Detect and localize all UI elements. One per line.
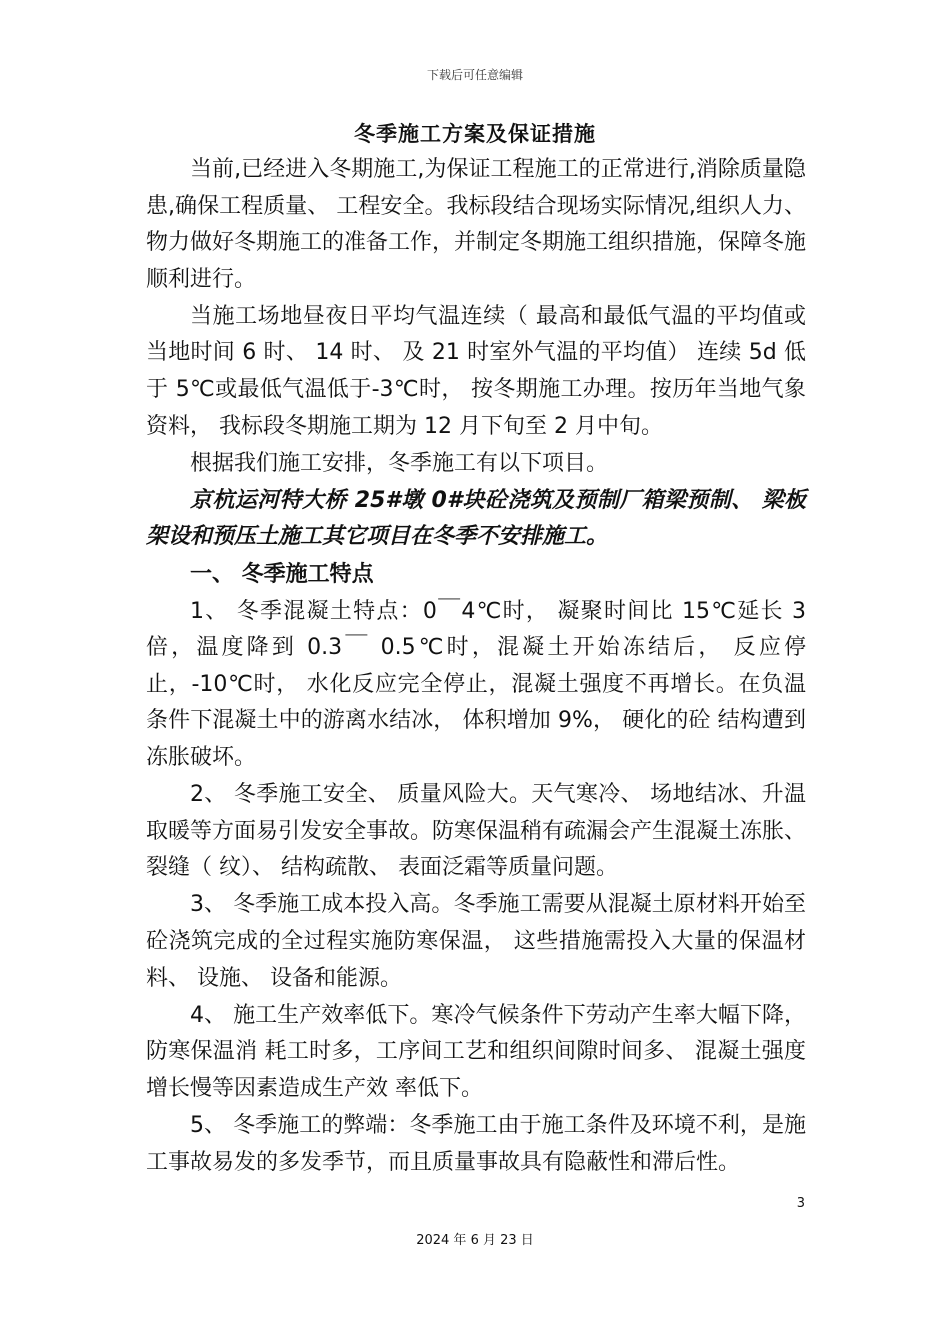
footer-date: 2024 年 6 月 23 日 xyxy=(416,1233,534,1248)
paragraph-item-2: 2、 冬季施工安全、 质量风险大。天气寒冷、 场地结冰、升温取暖等方面易引发安全事故。防寒保温稍有疏漏会产生混凝土冻胀、 裂缝（ 纹）、 结构疏散、 表面泛霜等质量问题。 xyxy=(146,782,807,881)
section-heading-characteristics: 一、 冬季施工特点 xyxy=(190,561,374,587)
paragraph-item-4: 4、 施工生产效率低下。寒冷气候条件下劳动产生率大幅下降，防寒保温消 耗工时多，工序间工艺和组织间隙时间多、 混凝土强度增长慢等因素造成生产效 率低下。 xyxy=(146,1002,806,1101)
paragraph-item-3: 3、 冬季施工成本投入高。冬季施工需要从混凝土原材料开始至砼浇筑完成的全过程实施防寒保温， 这些措施需投入大量的保温材料、 设施、 设备和能源。 xyxy=(146,892,806,991)
document-title: 冬季施工方案及保证措施 xyxy=(354,122,596,146)
paragraph-item-1: 1、 冬季混凝土特点：0￣4℃时， 凝聚时间比 15℃延长 3 倍，温度降到 0.3￣ 0.5℃时，混凝土开始冻结后， 反应停止，-10℃时， 水化反应完全停止，混凝土强度不再增长。在负温条件下混凝土中的游离水结冰， 体积增加 9%， 硬化的砼 结构遭到冻胀破坏。 xyxy=(146,598,806,770)
header-note: 下载后可任意编辑 xyxy=(426,68,523,82)
paragraph-temperature-criteria: 当施工场地昼夜日平均气温连续（ 最高和最低气温的平均值或当地时间 6 时、 14 时、 及 21 时室外气温的平均值） 连续 5d 低于 5℃或最低气温低于-3℃时， 按冬期施工办理。按历年当地气象资料， 我标段冬期施工期为 12 月下旬至 2 月中旬。 xyxy=(146,303,806,439)
paragraph-project-list: 京杭运河特大桥 25#墩 0#块砼浇筑及预制厂箱梁预制、 梁板架设和预压土施工其它项目在冬季不安排施工。 xyxy=(146,487,806,550)
document-body xyxy=(146,152,806,1182)
page-number: 3 xyxy=(796,1196,805,1211)
paragraph-intro: 当前,已经进入冬期施工,为保证工程施工的正常进行,消除质量隐患,确保工程质量、 工程安全。我标段结合现场实际情况,组织人力、 物力做好冬期施工的准备工作，并制定冬期施工组织措施，保障冬施顺利进行。 xyxy=(146,157,807,292)
paragraph-project-intro: 根据我们施工安排，冬季施工有以下项目。 xyxy=(190,450,609,476)
paragraph-item-5: 5、 冬季施工的弊端：冬季施工由于施工条件及环境不利，是施工事故易发的多发季节，而且质量事故具有隐蔽性和滞后性。 xyxy=(146,1112,806,1175)
